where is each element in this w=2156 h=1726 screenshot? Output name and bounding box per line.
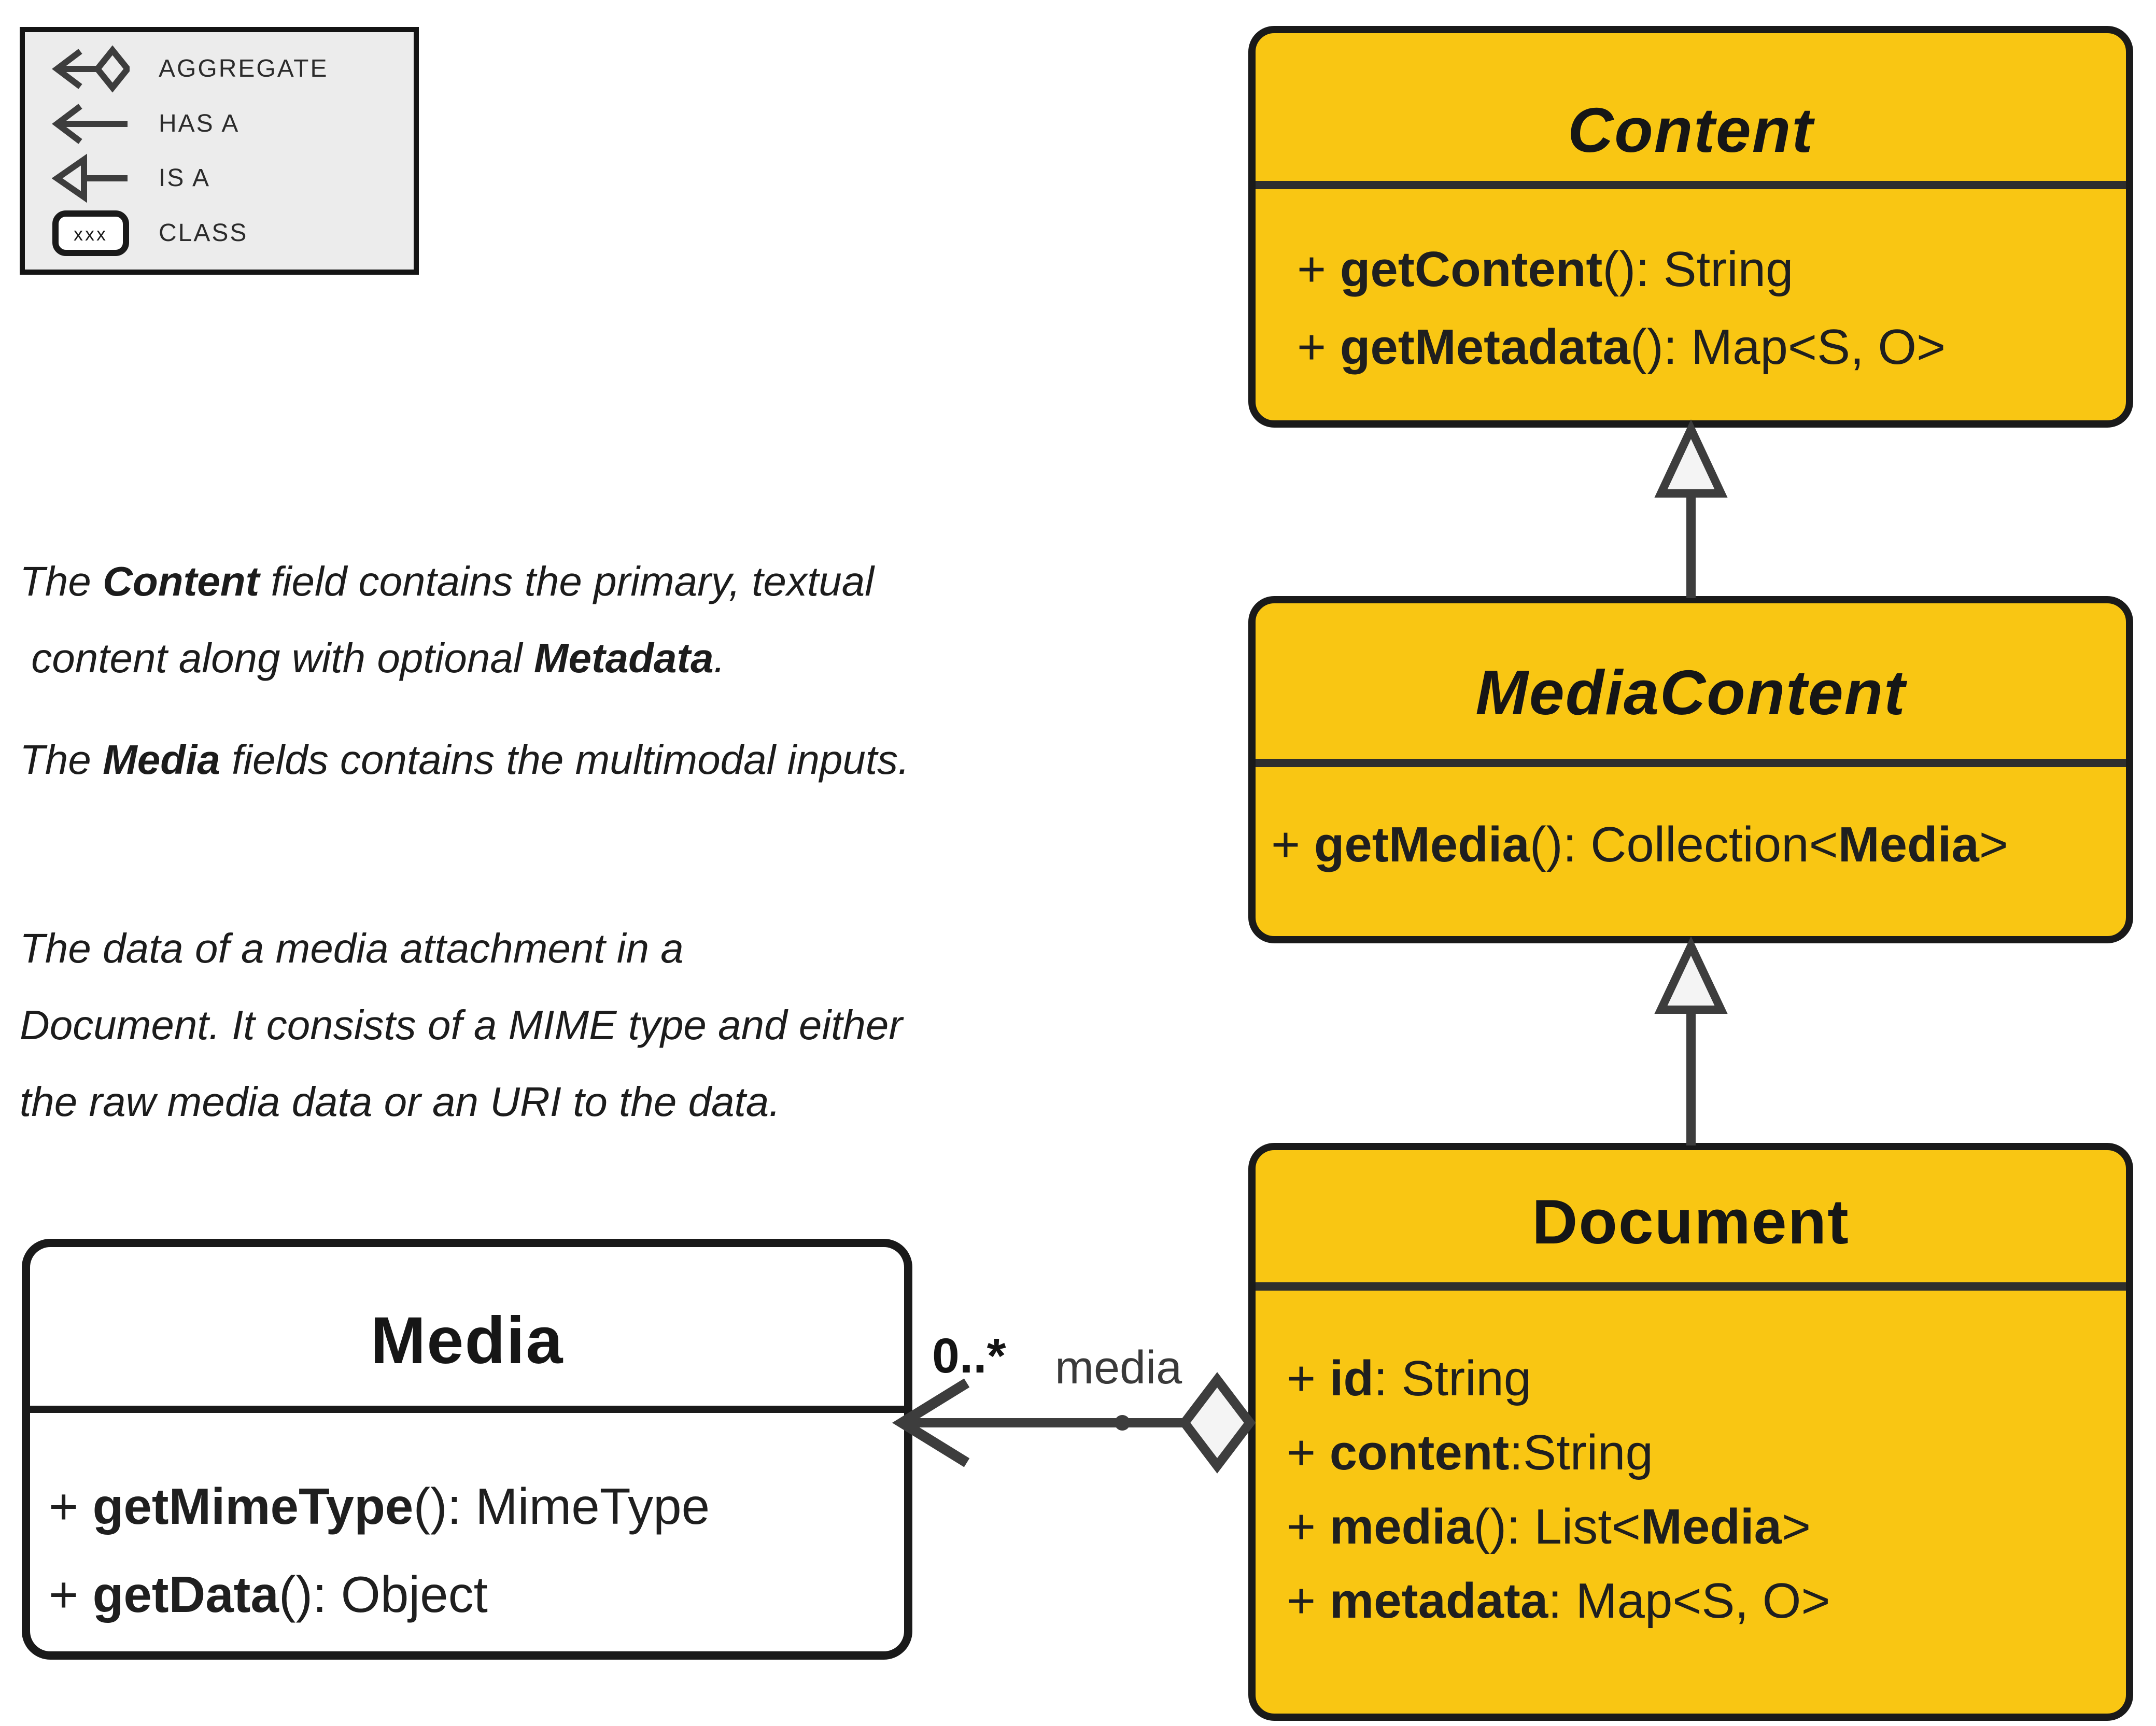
class-title-media: Media <box>30 1247 904 1413</box>
class-box-mediacontent <box>1248 596 2133 943</box>
class-box-document <box>1248 1143 2133 1721</box>
class-members-document <box>1256 1291 2126 1638</box>
legend-label-is-a: IS A <box>159 164 211 192</box>
legend-label-has-a: HAS A <box>159 109 240 137</box>
aggregation-diamond-icon <box>1185 1380 1250 1466</box>
multiplicity-label: 0..* <box>932 1328 1006 1383</box>
text-line: + getMimeType(): MimeType <box>49 1478 710 1535</box>
is-a-arrow-document-to-mediacontent <box>1638 942 1747 1150</box>
class-members-media <box>30 1413 904 1638</box>
class-title-mediacontent: MediaContent <box>1256 603 2126 767</box>
text-line: + getData(): Object <box>49 1566 488 1623</box>
class-box-media <box>22 1239 912 1660</box>
class-title-document: Document <box>1256 1150 2126 1291</box>
class-icon <box>52 208 130 258</box>
has-a-icon <box>52 99 130 148</box>
text-line: content along with optional Metadata. <box>20 635 725 681</box>
text-line: The data of a media attachment in a <box>20 925 684 971</box>
legend-label-aggregate: AGGREGATE <box>159 54 329 82</box>
aggregate-icon <box>52 44 130 93</box>
legend-label-class: CLASS <box>159 219 248 247</box>
text-line: + media(): List<Media> <box>1287 1499 1811 1554</box>
text-line: + content:String <box>1287 1425 1653 1480</box>
text-line: + getMetadata(): Map<S, O> <box>1297 319 1946 375</box>
text-line: The Content field contains the primary, textual <box>20 558 874 604</box>
class-icon-text: xxx <box>74 223 108 245</box>
text-line: Document. It consists of a MIME type and either <box>20 1002 903 1048</box>
legend-item-is-a <box>52 153 408 203</box>
legend-item-has-a <box>52 99 408 148</box>
is-a-icon <box>52 153 130 203</box>
line-dot-icon <box>1115 1415 1130 1431</box>
role-label-media: media <box>1055 1342 1182 1394</box>
hollow-triangle-icon <box>1661 429 1721 493</box>
class-members-mediacontent <box>1256 767 2126 884</box>
legend-box <box>20 27 419 275</box>
text-line: + metadata: Map<S, O> <box>1287 1573 1830 1629</box>
note-media-attachment-description <box>20 910 1264 1140</box>
text-line: + id: String <box>1287 1351 1532 1406</box>
hollow-triangle-icon <box>1661 946 1721 1010</box>
class-members-content <box>1256 189 2126 386</box>
note-media-fields-description <box>20 721 1264 798</box>
note-content-description <box>20 543 1264 697</box>
text-line: + getMedia(): Collection<Media> <box>1271 817 2008 872</box>
text-line: + getContent(): String <box>1297 242 1794 297</box>
legend-item-class <box>52 208 408 258</box>
legend-item-aggregate <box>52 44 408 93</box>
class-box-content <box>1248 26 2133 428</box>
is-a-arrow-mediacontent-to-content <box>1638 425 1747 601</box>
text-line: The Media fields contains the multimodal inputs. <box>20 737 910 783</box>
text-line: the raw media data or an URI to the data. <box>20 1079 781 1125</box>
class-title-content: Content <box>1256 33 2126 189</box>
